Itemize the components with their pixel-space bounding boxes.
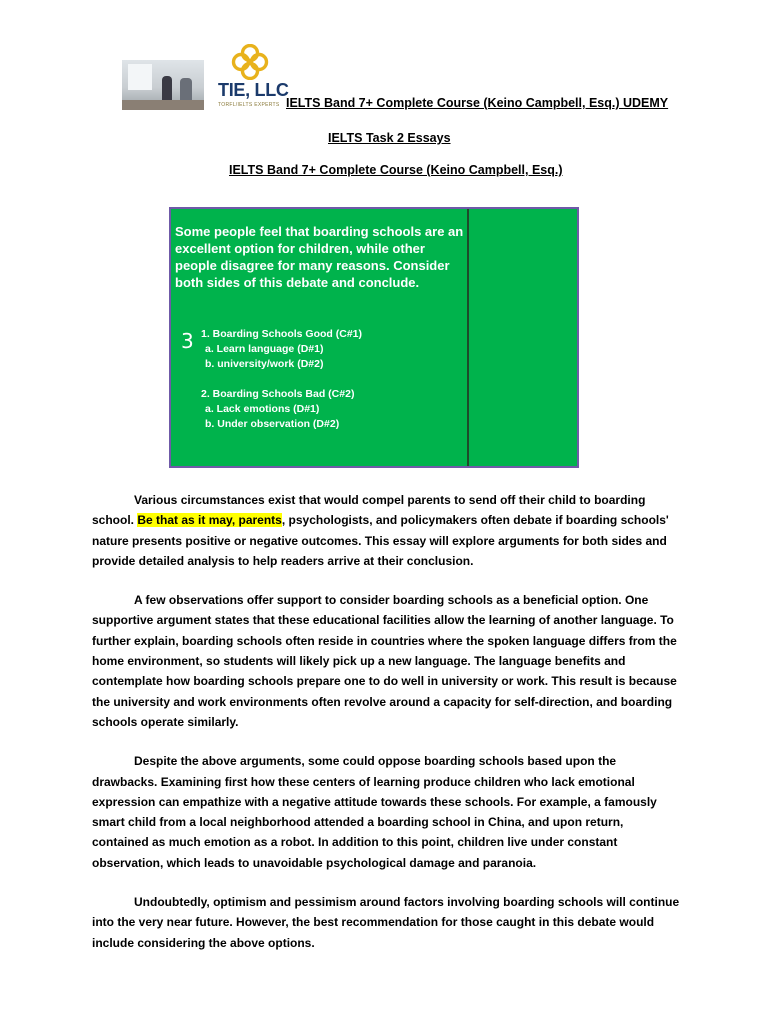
essay-body (92, 490, 682, 972)
outline-heading-good: 1. Boarding Schools Good (C#1) (201, 328, 363, 340)
slide-overlay-digit: 3 (181, 329, 194, 353)
outline-heading-bad: 2. Boarding Schools Bad (C#2) (201, 388, 355, 400)
task-title-heading: IELTS Task 2 Essays (328, 131, 451, 145)
essay-paragraph-conclusion: Undoubtedly, optimism and pessimism around factors involving boarding schools will continue into the very near future. However, the best recommendation for those caught in this debate would include considering the above options. (92, 895, 680, 950)
photo-window (128, 64, 152, 90)
slide-divider (467, 209, 469, 466)
essay-paragraph-con: Despite the above arguments, some could oppose boarding schools based upon the drawbacks. Examining first how these centers of learning produce children who lack emotional expression can empathize with a negative attitude towards these schools. For example, a famously smart child from a local neighborhood attended a boarding school in China, and upon return, contained as much emotion as a robot. In addition to this point, children live under constant observation, which leads to unavoidable psychological damage and paranoia. (92, 754, 657, 870)
photo-person-teacher (162, 76, 172, 102)
intro-text-end: , psychologists, and policymakers often debate if boarding schools' nature presents positive or negative outcomes. This essay will explore arguments for both sides and provide detailed analysis to help readers arrive at their conclusion. (92, 513, 669, 568)
slide-outline (201, 327, 362, 432)
outline-item: b. Under observation (D#2) (205, 418, 340, 430)
logo-name: TIE, LLC (218, 80, 289, 100)
slide-prompt-text: Some people feel that boarding schools are an excellent option for children, while other people disagree for many reasons. Consider both sides of this debate and conclude. (175, 224, 464, 290)
rings-logo-icon (230, 44, 270, 80)
photo-floor (122, 100, 204, 110)
course-line-heading: IELTS Band 7+ Complete Course (Keino Campbell, Esq.) UDEMY (286, 96, 669, 110)
essay-prompt-slide (169, 207, 579, 468)
outline-item: a. Learn language (D#1) (205, 343, 324, 355)
essay-paragraph-pro: A few observations offer support to consider boarding schools as a beneficial option. One supportive argument states that these educational facilities allow the learning of another language. To further explain, boarding schools often reside in countries where the spoken language differs from the home environment, so students will likely pick up a new language. The language benefits and contemplate how boarding schools prepare one to do well in university or work. This result is because the university and work environments often revolve around a capacity for self-direction, and boarding schools operate similarly. (92, 593, 677, 729)
company-logo (214, 44, 289, 110)
intro-text-start: Various circumstances exist that would compel parents to send off their child to boarding school. (92, 493, 646, 528)
classroom-photo (122, 60, 204, 110)
highlighted-phrase: Be that as it may, parents (137, 513, 282, 528)
photo-person-student (180, 78, 192, 102)
outline-item: b. university/work (D#2) (205, 358, 324, 370)
course-title-heading: IELTS Band 7+ Complete Course (Keino Campbell, Esq.) (229, 163, 563, 177)
outline-item: a. Lack emotions (D#1) (205, 403, 320, 415)
essay-paragraph-intro (92, 490, 682, 571)
logo-tagline: TORFL/IELTS EXPERTS (218, 102, 280, 108)
